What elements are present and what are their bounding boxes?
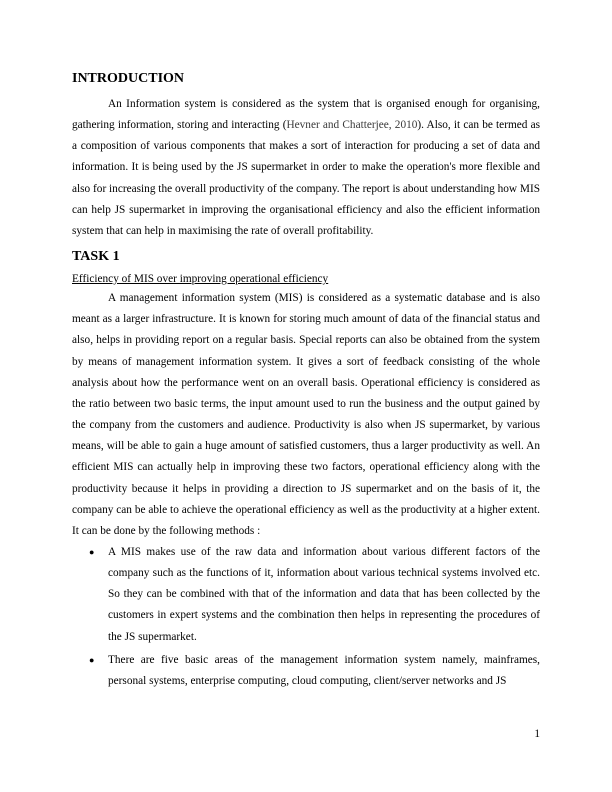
intro-citation: Hevner and Chatterjee, 2010 (286, 119, 418, 132)
introduction-heading: INTRODUCTION (72, 71, 185, 86)
list-item-text: There are five basic areas of the management information system namely, mainframes, personal systems, enterprise computing, cloud computing, client/server networks and JS (108, 653, 540, 687)
document-page (72, 66, 540, 694)
task-1-paragraph: A management information system (MIS) is considered as a systematic database and is also meant as a larger infrastructure. It is known for storing much amount of data of the financial status and also, helps in providing report on a regular basis. Special reports can also be obtained from the system by means of management information system. It gives a sort of feedback consisting of the whole analysis about how the performance went on an overall basis. Operational efficiency is considered as the ratio between two basic terms, the input amount used to run the business and the output gained by the company from the customers and audience. Productivity is also when JS supermarket, by various means, will be able to gain a huge amount of satisfied customers, thus a larger productivity as well. An efficient MIS can actually help in improving these two factors, operational efficiency along with the productivity because it helps in providing a direction to JS supermarket and on the basis of it, the company can be able to achieve the operational efficiency as well as the productivity at a higher extent. It can be done by the following methods : (72, 292, 540, 537)
introduction-paragraph (72, 94, 540, 242)
bullet-icon: ● (89, 654, 95, 665)
task-1-subheading: Efficiency of MIS over improving operational efficiency (72, 273, 329, 286)
methods-bullet-list (72, 542, 540, 692)
intro-text-part-1: An Information system is considered as the system that is organised enough for organising, gathering information, storing and interacting ( (72, 98, 540, 132)
page-number: 1 (534, 728, 540, 740)
list-item (72, 650, 540, 692)
list-item (72, 542, 540, 648)
bullet-icon: ● (89, 546, 95, 557)
list-item-text: A MIS makes use of the raw data and information about various different factors of the company such as the functions of it, information about various technical systems involved etc. So they can be combined with that of the information and data that has been collected by the customers in expert systems and the combination then helps in representing the procedures of the JS supermarket. (108, 545, 540, 643)
task-1-heading: TASK 1 (72, 249, 120, 265)
intro-text-part-2: ). Also, it can be termed as a composition of various components that makes a sort of interaction for producing a set of data and information. It is being used by the JS supermarket in order to make the operation's more flexible and also for increasing the overall productivity of the company. The report is about understanding how MIS can help JS supermarket in improving the organisational efficiency and also the efficient information system that can help in maximising the rate of overall profitability. (72, 119, 540, 237)
